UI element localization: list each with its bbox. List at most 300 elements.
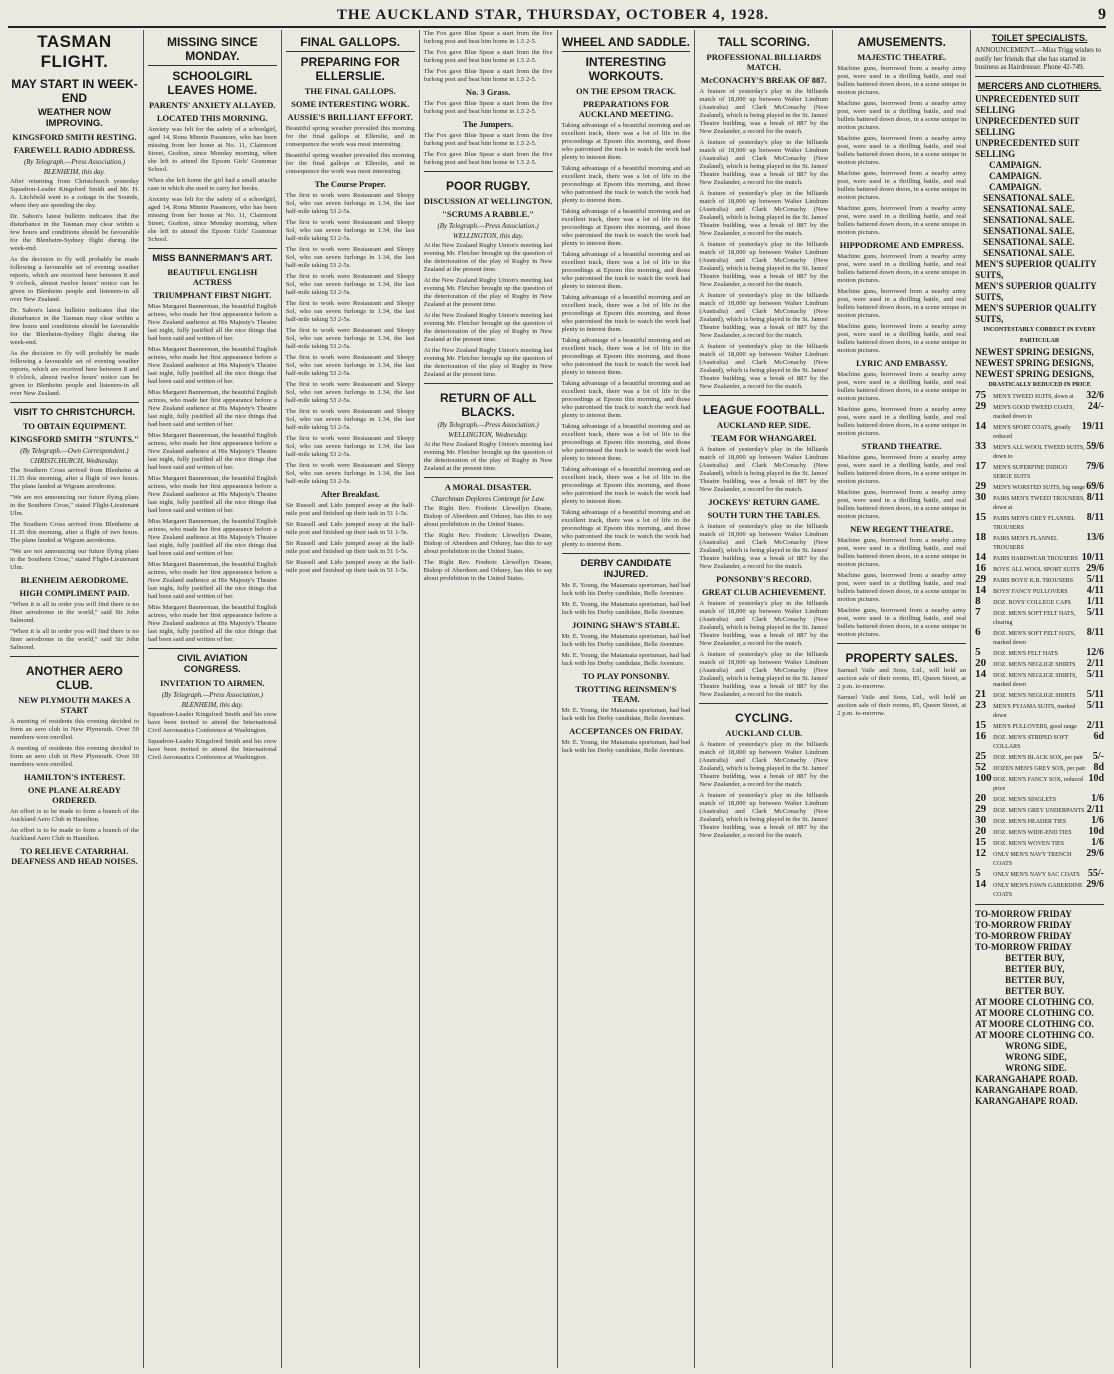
item-description: MEN'S PULLOVERS, good range: [993, 723, 1077, 730]
item-price: 24/-: [1087, 400, 1104, 412]
subheadline: No. 3 Grass.: [465, 87, 511, 97]
article-text: Machine guns, borrowed from a nearby army post, were used in a thrilling battle, and real bullets battered down doors, in a scene unique in motion pictures.: [837, 65, 967, 96]
subheadline: HIGH COMPLIMENT PAID.: [19, 588, 130, 598]
article-text: The first to work were Restaurant and Sleepy Sol, who ran seven furlongs in 1.34, the last half-mile taking 53 2-5s.: [285, 273, 415, 296]
article-text: An effort is to be made to form a branch of the Auckland Aero Club in Hamilton.: [10, 827, 139, 842]
article-text: Machine guns, borrowed from a nearby army post, were used in a thrilling battle, and real bullets battered down doors, in a scene unique in motion pictures.: [837, 537, 967, 568]
ad-block: TO-MORROW FRIDAY TO-MORROW FRIDAY TO-MORROW FRIDAY TO-MORROW FRIDAY BETTER BUY, BETTER BUY, BETTER BUY, BETTER BUY. AT MOORE CLOTHING CO. AT MOORE CLOTHING CO. AT MOORE CLOTHING CO. AT MOORE CLOTHING CO. WRONG SIDE, WRONG SIDE, WRONG SIDE. KARANGAHAPE ROAD. KARANGAHAPE ROAD. KARANGAHAPE ROAD.: [975, 908, 1094, 1106]
article-text: A feature of yesterday's play in the billiards match of 18,000 up between Walter Lindrum (Australia) and Clark McConachy (New Zealand), which is being played in the St. James' Theatre building, was a break of 887 by the New Zealander, a record for the match.: [699, 241, 829, 288]
item-price: 29/6: [1086, 847, 1104, 859]
subheadline: DISCUSSION AT WELLINGTON.: [423, 196, 553, 206]
subheadline: "SCRUMS A RABBLE.": [442, 209, 534, 219]
item-quantity: 12: [975, 846, 987, 859]
article-text: Machine guns, borrowed from a nearby army post, were used in a thrilling battle, and real bullets battered down doors, in a scene unique in motion pictures.: [837, 288, 967, 319]
article-text: Mr. E. Young, the Matamata sportsman, had bad luck with his Derby candidate, Belle Aventure.: [561, 739, 691, 754]
item-quantity: 29: [975, 479, 987, 492]
subheadline: PROFESSIONAL BILLIARDS MATCH.: [706, 52, 822, 72]
subheadline: AUCKLAND CLUB.: [725, 728, 803, 738]
item-quantity: 29: [975, 572, 987, 585]
item-quantity: 8: [975, 594, 981, 607]
price-row: [975, 388, 1104, 402]
column-5: [558, 30, 696, 1368]
article-text: The first to work were Restaurant and Sleepy Sol, who ran seven furlongs in 1.34, the last half-mile taking 53 2-5s.: [285, 462, 415, 485]
article-text: The first to work were Restaurant and Sleepy Sol, who ran seven furlongs in 1.34, the last half-mile taking 53 2-5s.: [285, 381, 415, 404]
item-quantity: 14: [975, 877, 987, 890]
article-text: The Right Rev. Frederic Llewellyn Deane, Bishop of Aberdeen and Orkney, has this to say about prohibition in the United States.: [423, 505, 553, 528]
article-text: The Fox gave Blue Spear a start from the five furlong post and beat him home in 1.5 2-5.: [423, 100, 553, 115]
subheadline: TO OBTAIN EQUIPMENT.: [22, 421, 127, 431]
item-price: 8/11: [1086, 511, 1104, 523]
subheadline: PREPARATIONS FOR AUCKLAND MEETING.: [578, 99, 674, 119]
item-description: DOZ. MEN'S WIDE-END TIES: [993, 829, 1072, 836]
article-text: Sir Russell and Lido jumped away at the half-mile post and finished up their task in 51 1-5s.: [285, 540, 415, 555]
article-text: A feature of yesterday's play in the billiards match of 18,000 up between Walter Lindrum (Australia) and Clark McConachy (New Zealand), which is being played in the St. James' Theatre building, was a break of 887 by the New Zealander, a record for the match.: [699, 741, 829, 788]
price-row: [975, 439, 1104, 462]
headline: RETURN OF ALL BLACKS.: [439, 391, 537, 419]
item-description: DOZ. MEN'S HEADER TIES: [993, 818, 1067, 825]
article-text: At the New Zealand Rugby Union's meeting last evening Mr. Fletcher brought up the question of the deterioration of the play of Rugby in New Zealand at the present time.: [423, 312, 553, 343]
price-row: [975, 550, 1104, 564]
article-text: A feature of yesterday's play in the billiards match of 18,000 up between Walter Lindrum (Australia) and Clark McConachy (New Zealand), which is being played in the St. James' Theatre building, was a break of 887 by the New Zealander, a record for the match.: [699, 651, 829, 698]
classified-ad: ANNOUNCEMENT.—Miss Trigg wishes to notify her friends that she has started in business as Hairdresser. Phone 42-749.: [975, 46, 1102, 71]
item-price: 10/11: [1081, 551, 1104, 563]
byline: (By Telegraph.—Press Association.): [437, 222, 539, 230]
item-description: MEN'S SUPERFINE INDIGO SERGE SUITS: [993, 464, 1068, 480]
column-6: [695, 30, 833, 1368]
item-quantity: 18: [975, 530, 987, 543]
subheadline: WEATHER NOW IMPROVING.: [37, 107, 112, 129]
article-text: The first to work were Restaurant and Sleepy Sol, who ran seven furlongs in 1.34, the last half-mile taking 53 2-5s.: [285, 219, 415, 242]
item-description: BOYS' FANCY PULLOVERS: [993, 588, 1068, 595]
price-row: [975, 490, 1104, 513]
columns: [6, 30, 1108, 1368]
byline: (By Telegraph.—Own Correspondent.): [20, 447, 129, 455]
article-text: Miss Margaret Bannerman, the beautiful English actress, who made her first appearance before a New Zealand audience at His Majesty's Theatre last night, fully justified all the nice things that had been said and written of her.: [147, 432, 277, 471]
article-text: The Fox gave Blue Spear a start from the five furlong post and beat him home in 1.5 2-5.: [423, 68, 553, 83]
item-price: 12/6: [1086, 646, 1104, 658]
article-text: Squadron-Leader Kingsford Smith and his crew have been invited to attend the International Civil Aeronautics Conference at Washington.: [147, 711, 277, 734]
article-text: Machine guns, borrowed from a nearby army post, were used in a thrilling battle, and real bullets battered down doors, in a scene unique in motion pictures.: [837, 205, 967, 236]
article-text: Machine guns, borrowed from a nearby army post, were used in a thrilling battle, and real bullets battered down doors, in a scene unique in motion pictures.: [837, 323, 967, 354]
item-price: 2/11: [1086, 657, 1104, 669]
headline: SCHOOLGIRL LEAVES HOME.: [148, 65, 277, 97]
price-row: [975, 718, 1104, 732]
price-row: [975, 760, 1104, 774]
article-text: When she left home the girl had a small attache case in which she used to carry her books.: [147, 177, 277, 192]
ad-block: UNPRECEDENTED SUIT SELLING UNPRECEDENTED SUIT SELLING UNPRECEDENTED SUIT SELLING CAMPAIGN. CAMPAIGN. CAMPAIGN. SENSATIONAL SALE. SENSATIONAL SALE. SENSATIONAL SALE. SENSATIONAL SALE. SENSATIONAL SALE. SENSATIONAL SALE. MEN'S SUPERIOR QUALITY SUITS, MEN'S SUPERIOR QUALITY SUITS, MEN'S SUPERIOR QUALITY SUITS, INCONTESTABLY CORRECT IN EVERY PARTICULAR NEWEST SPRING DESIGNS, NEWEST SPRING DESIGNS, NEWEST SPRING DESIGNS, DRASTICALLY REDUCED IN PRICE: [975, 93, 1097, 388]
item-price: 1/6: [1091, 836, 1104, 848]
price-row: [975, 605, 1104, 628]
item-quantity: 14: [975, 667, 987, 680]
article-text: Anxiety was felt for the safety of a schoolgirl, aged 14, Rona Minnie Passmore, who has been missing from her home at No. 11, Clairmont Street, Grafton, since Monday morning, when she left to attend the Epsom Girls' Grammar School.: [147, 126, 277, 173]
column-1: [6, 30, 144, 1368]
paper-title: THE AUCKLAND STAR, THURSDAY, OCTOBER 4, 1928.: [336, 6, 770, 23]
item-price: 4/11: [1086, 584, 1104, 596]
headline: DERBY CANDIDATE INJURED.: [580, 558, 672, 580]
headline: CIVIL AVIATION CONGRESS.: [177, 653, 248, 675]
article-text: Beautiful spring weather prevailed this morning for the final gallops at Ellerslie, and in consequence the work was most interesting.: [285, 152, 415, 175]
column-8-ads: [971, 30, 1108, 1368]
item-quantity: 20: [975, 791, 987, 804]
article-text: Machine guns, borrowed from a nearby army post, were used in a thrilling battle, and real bullets battered down doors, in a scene unique in motion pictures.: [837, 100, 967, 131]
article-text: As the decision to fly will probably be made following a favourable set of evening weather reports, which are received here between 8 and 9 o'clock, almost twelve hours' notice can be given to Blenheim people and listeners-in all over New Zealand.: [10, 256, 139, 303]
article-text: "When it is all in order you will find there is no finer aerodrome in the world," said Sir John Salmond.: [10, 601, 139, 624]
subheadline: ONE PLANE ALREADY ORDERED.: [27, 785, 121, 805]
article-text: An effort is to be made to form a branch of the Auckland Aero Club in Hamilton.: [10, 808, 139, 823]
article-text: Machine guns, borrowed from a nearby army post, were used in a thrilling battle, and real bullets battered down doors, in a scene unique in motion pictures.: [837, 406, 967, 437]
subheadline: HIPPODROME AND EMPRESS.: [839, 240, 964, 250]
price-row: [975, 625, 1104, 648]
item-description: DOZ. MEN'S FELT HATS: [993, 650, 1058, 657]
subheadline: McCONACHY'S BREAK OF 887.: [700, 75, 827, 85]
subheadline: SOUTH TURN THE TABLES.: [707, 510, 821, 520]
item-quantity: 75: [975, 388, 987, 401]
price-row: [975, 583, 1104, 597]
article-text: The first to work were Restaurant and Sleepy Sol, who ran seven furlongs in 1.34, the last half-mile taking 53 2-5s.: [285, 300, 415, 323]
item-description: DOZ. MEN'S NEGLIGE SHIRTS: [993, 692, 1076, 699]
subheadline: AUCKLAND REP. SIDE.: [716, 420, 811, 430]
subheadline: KINGSFORD SMITH RESTING.: [12, 132, 137, 142]
price-row: [975, 510, 1104, 533]
article-text: Machine guns, borrowed from a nearby army post, were used in a thrilling battle, and real bullets battered down doors, in a scene unique in motion pictures.: [837, 454, 967, 485]
subheadline: LYRIC AND EMBASSY.: [856, 358, 948, 368]
item-quantity: 15: [975, 835, 987, 848]
article-text: Mr. E. Young, the Matamata sportsman, had bad luck with his Derby candidate, Belle Aventure.: [561, 707, 691, 722]
subheadline: PARENTS' ANXIETY ALLAYED.: [149, 100, 276, 110]
article-text: Sir Russell and Lido jumped away at the half-mile post and finished up their task in 51 1-5s.: [285, 502, 415, 517]
price-row: [975, 866, 1104, 880]
item-price: 1/11: [1086, 595, 1104, 607]
article-text: Miss Margaret Bannerman, the beautiful English actress, who made her first appearance before a New Zealand audience at His Majesty's Theatre last night, fully justified all the nice things that had been said and written of her.: [147, 604, 277, 643]
item-description: PAIRS BOYS' K.B. TROUSERS: [993, 577, 1074, 584]
article-text: The first to work were Restaurant and Sleepy Sol, who ran seven furlongs in 1.34, the last half-mile taking 53 2-5s.: [285, 354, 415, 377]
article-text: Mr. E. Young, the Matamata sportsman, had bad luck with his Derby candidate, Belle Aventure.: [561, 582, 691, 597]
subheadline: STRAND THEATRE.: [861, 441, 942, 451]
masthead: [8, 4, 1106, 28]
article-text: Miss Margaret Bannerman, the beautiful English actress, who made her first appearance before a New Zealand audience at His Majesty's Theatre last night, fully justified all the nice things that had been said and written of her.: [147, 389, 277, 428]
item-price: 5/-: [1092, 750, 1104, 762]
item-description: PAIRS HARDWEAR TROUSERS: [993, 555, 1078, 562]
subheadline: TROTTING REINSMEN'S TEAM.: [575, 684, 677, 704]
article-text: A feature of yesterday's play in the billiards match of 18,000 up between Walter Lindrum (Australia) and Clark McConachy (New Zealand), which is being played in the St. James' Theatre building, was a break of 887 by the New Zealander, a record for the match.: [699, 523, 829, 570]
article-text: A feature of yesterday's play in the billiards match of 18,000 up between Walter Lindrum (Australia) and Clark McConachy (New Zealand), which is being played in the St. James' Theatre building, was a break of 887 by the New Zealander, a record for the match.: [699, 88, 829, 135]
subheadline: JOCKEYS' RETURN GAME.: [708, 497, 820, 507]
article-text: Taking advantage of a beautiful morning and an excellent track, there was a lot of life in the proceedings at Epsom this morning, and those who patronised the track to watch the work had plenty to interest them.: [561, 122, 691, 161]
article-text: The Southern Cross arrived from Blenheim at 11.35 this morning, after a flight of two hours. The plane landed at Wigram aerodrome.: [10, 521, 139, 544]
article-text: After returning from Christchurch yesterday Squadron-Leader Kingsford Smith and Mr. H. A. Litchfield went to a cottage in the Sounds, where they are spending the day.: [10, 178, 139, 209]
dateline: WELLINGTON, this day.: [452, 232, 524, 240]
dateline: BLENHEIM, this day.: [181, 701, 244, 709]
item-price: 19/11: [1081, 420, 1104, 432]
article-text: Samuel Vaile and Sons, Ltd., will hold an auction sale of their rooms, 85, Queen Street, at 2 p.m. to-morrow.: [837, 667, 967, 690]
item-quantity: 25: [975, 749, 987, 762]
price-row: [975, 459, 1104, 482]
price-row: [975, 791, 1104, 805]
item-description: MEN'S PYJAMA SUITS, marked down: [993, 703, 1076, 719]
article-text: At the New Zealand Rugby Union's meeting last evening Mr. Fletcher brought up the question of the deterioration of the play of Rugby in New Zealand at the present time.: [423, 441, 553, 472]
item-price: 59/6: [1086, 440, 1104, 452]
article-text: Dr. Sabon's latest bulletin indicates that the disturbance in the Tasman may clear within a few hours and conditions should be favourable for the Blenheim-Sydney flight during the week-end.: [10, 213, 139, 252]
column-3: [282, 30, 420, 1368]
item-quantity: 14: [975, 419, 987, 432]
subheadline: NEW PLYMOUTH MAKES A START: [18, 695, 131, 715]
item-quantity: 29: [975, 399, 987, 412]
price-row: [975, 656, 1104, 670]
item-price: 5/11: [1086, 699, 1104, 711]
subheadline: A MORAL DISASTER.: [444, 482, 532, 492]
article-text: A feature of yesterday's play in the billiards match of 18,000 up between Walter Lindrum (Australia) and Clark McConachy (New Zealand), which is being played in the St. James' Theatre building, was a break of 887 by the New Zealander, a record for the match.: [699, 139, 829, 186]
item-quantity: 100: [975, 771, 992, 784]
item-price: 79/6: [1086, 460, 1104, 472]
subheadline: TRIUMPHANT FIRST NIGHT.: [153, 290, 272, 300]
dateline: WELLINGTON, Wednesday.: [448, 431, 528, 439]
item-quantity: 29: [975, 802, 987, 815]
headline: MAY START IN WEEK-END: [11, 77, 138, 105]
headline: AMUSEMENTS.: [857, 35, 947, 49]
item-price: 6d: [1093, 730, 1104, 742]
item-price: 13/6: [1086, 531, 1104, 543]
price-row: [975, 594, 1104, 608]
headline: WHEEL AND SADDLE.: [561, 35, 690, 49]
article-text: The Fox gave Blue Spear a start from the five furlong post and beat him home in 1.5 2-5.: [423, 132, 553, 147]
byline: (By Telegraph.—Press Association.): [161, 691, 263, 699]
item-quantity: 21: [975, 687, 987, 700]
column-7: [833, 30, 971, 1368]
article-text: Machine guns, borrowed from a nearby army post, were used in a thrilling battle, and real bullets battered down doors, in a scene unique in motion pictures.: [837, 572, 967, 603]
price-row: [975, 667, 1104, 690]
subheadline: LOCATED THIS MORNING.: [156, 113, 268, 123]
item-description: ONLY MEN'S FAWN GABERDINE COATS: [993, 882, 1083, 898]
item-price: 10d: [1088, 825, 1104, 837]
headline: TASMAN FLIGHT.: [37, 32, 112, 71]
subheadline: Churchman Deplores Contempt for Law.: [431, 495, 545, 503]
subheadline: After Breakfast.: [320, 489, 380, 499]
article-text: Taking advantage of a beautiful morning and an excellent track, there was a lot of life in the proceedings at Epsom this morning, and those who patronised the track to watch the work had plenty to interest them.: [561, 294, 691, 333]
item-price: 5/11: [1086, 668, 1104, 680]
item-description: DOZ. MEN'S NEGLIGE SHIRTS: [993, 661, 1076, 668]
price-row: [975, 687, 1104, 701]
item-price: 8/11: [1086, 626, 1104, 638]
item-quantity: 6: [975, 625, 981, 638]
subheadline: The Jumpers.: [463, 119, 514, 129]
price-row: [975, 877, 1104, 900]
price-row: [975, 698, 1104, 721]
ad-heading: MERCERS AND CLOTHIERS.: [977, 80, 1102, 91]
article-text: At the New Zealand Rugby Union's meeting last evening Mr. Fletcher brought up the question of the deterioration of the play of Rugby in New Zealand at the present time.: [423, 347, 553, 378]
headline: PROPERTY SALES.: [845, 651, 958, 665]
item-price: 29/6: [1086, 562, 1104, 574]
article-text: Machine guns, borrowed from a nearby army post, were used in a thrilling battle, and real bullets battered down doors, in a scene unique in motion pictures.: [837, 170, 967, 201]
subheadline: BEAUTIFUL ENGLISH ACTRESS: [167, 267, 258, 287]
item-description: DOZ. MEN'S STRIPED SOFT COLLARS: [993, 734, 1069, 750]
item-price: 5/11: [1086, 606, 1104, 618]
item-quantity: 33: [975, 439, 987, 452]
item-description: DOZ. MEN'S SINGLETS: [993, 796, 1057, 803]
item-quantity: 14: [975, 550, 987, 563]
headline: TALL SCORING.: [717, 35, 810, 49]
article-text: Taking advantage of a beautiful morning and an excellent track, there was a lot of life in the proceedings at Epsom this morning, and those who patronised the track to watch the work had plenty to interest them.: [561, 165, 691, 204]
item-description: DOZ. MEN'S SOFT FELT HATS, clearing: [993, 610, 1076, 626]
price-row: [975, 645, 1104, 659]
article-text: At the New Zealand Rugby Union's meeting last evening Mr. Fletcher brought up the question of the deterioration of the play of Rugby in New Zealand at the present time.: [423, 242, 553, 273]
article-text: The Fox gave Blue Spear a start from the five furlong post and beat him home in 1.5 2-5.: [423, 151, 553, 166]
item-quantity: 30: [975, 813, 987, 826]
price-row: [975, 419, 1104, 442]
subheadline: INVITATION TO AIRMEN.: [160, 678, 265, 688]
item-quantity: 30: [975, 490, 987, 503]
subheadline: SOME INTERESTING WORK.: [291, 99, 410, 109]
article-text: The first to work were Restaurant and Sleepy Sol, who ran seven furlongs in 1.34, the last half-mile taking 53 2-5s.: [285, 246, 415, 269]
article-text: Miss Margaret Bannerman, the beautiful English actress, who made her first appearance before a New Zealand audience at His Majesty's Theatre last night, fully justified all the nice things that had been said and written of her.: [147, 475, 277, 514]
article-text: At the New Zealand Rugby Union's meeting last evening Mr. Fletcher brought up the question of the deterioration of the play of Rugby in New Zealand at the present time.: [423, 277, 553, 308]
item-price: 1/6: [1091, 792, 1104, 804]
subheadline: ACCEPTANCES ON FRIDAY.: [569, 726, 683, 736]
item-price: 1/6: [1091, 814, 1104, 826]
article-text: Miss Margaret Bannerman, the beautiful English actress, who made her first appearance before a New Zealand audience at His Majesty's Theatre last night, fully justified all the nice things that had been said and written of her.: [147, 518, 277, 557]
article-text: Sir Russell and Lido jumped away at the half-mile post and finished up their task in 51 1-5s.: [285, 559, 415, 574]
article-text: A feature of yesterday's play in the billiards match of 18,000 up between Walter Lindrum (Australia) and Clark McConachy (New Zealand), which is being played in the St. James' Theatre building, was a break of 887 by the New Zealander, a record for the match.: [699, 600, 829, 647]
subheadline: TO PLAY PONSONBY.: [582, 671, 670, 681]
item-quantity: 14: [975, 583, 987, 596]
price-row: [975, 835, 1104, 849]
item-description: ONLY MEN'S NAVY TRENCH COATS: [993, 851, 1072, 867]
item-description: DOZ. MEN'S SOFT FELT HATS, marked down: [993, 630, 1076, 646]
item-description: DOZ. MEN'S WOVEN TIES: [993, 840, 1064, 847]
article-text: Machine guns, borrowed from a nearby army post, were used in a thrilling battle, and real bullets battered down doors, in a scene unique in motion pictures.: [837, 489, 967, 520]
item-price: 5/11: [1086, 688, 1104, 700]
price-row: [975, 846, 1104, 869]
price-row: [975, 561, 1104, 575]
item-quantity: 5: [975, 866, 981, 879]
item-price: 69/6: [1086, 480, 1104, 492]
headline: MISSING SINCE MONDAY.: [166, 35, 258, 63]
subheadline: MAJESTIC THEATRE.: [857, 52, 947, 62]
page-number: 9: [1098, 6, 1106, 23]
article-text: "We are not announcing our future flying plans in the Southern Cross," stated Flight-Lieutenant Ulm.: [10, 494, 139, 517]
price-row: [975, 749, 1104, 763]
ad-heading: TOILET SPECIALISTS.: [991, 33, 1088, 43]
article-text: The first to work were Restaurant and Sleepy Sol, who ran seven furlongs in 1.34, the last half-mile taking 53 2-5s.: [285, 435, 415, 458]
article-text: The first to work were Restaurant and Sleepy Sol, who ran seven furlongs in 1.34, the last half-mile taking 53 2-5s.: [285, 192, 415, 215]
item-price: 2/11: [1086, 803, 1104, 815]
article-text: A meeting of residents this evening decided to form an aero club in New Plymouth. Over 50 members were enrolled.: [10, 745, 139, 768]
article-text: The Right Rev. Frederic Llewellyn Deane, Bishop of Aberdeen and Orkney, has this to say about prohibition in the United States.: [423, 532, 553, 555]
item-description: DOZ. MEN'S BLACK SOX, per pair: [993, 754, 1084, 761]
headline: VISIT TO CHRISTCHURCH.: [13, 407, 136, 418]
article-text: Taking advantage of a beautiful morning and an excellent track, there was a lot of life in the proceedings at Epsom this morning, and those who patronised the track to watch the work had plenty to interest them.: [561, 380, 691, 419]
article-text: Taking advantage of a beautiful morning and an excellent track, there was a lot of life in the proceedings at Epsom this morning, and those who patronised the track to watch the work had plenty to interest them.: [561, 466, 691, 505]
headline: PREPARING FOR ELLERSLIE.: [286, 51, 415, 83]
headline: LEAGUE FOOTBALL.: [702, 403, 825, 417]
subheadline: FAREWELL RADIO ADDRESS.: [13, 145, 136, 155]
column-2: [144, 30, 282, 1368]
item-description: DOZ. BOYS' COLLEGE CAPS: [993, 599, 1071, 606]
article-text: As the decision to fly will probably be made following a favourable set of evening weather reports, which are received here between 8 and 9 o'clock, almost twelve hours' notice can be given to Blenheim people and listeners-in all over New Zealand.: [10, 350, 139, 397]
price-row: [975, 399, 1104, 422]
article-text: Miss Margaret Bannerman, the beautiful English actress, who made her first appearance before a New Zealand audience at His Majesty's Theatre last night, fully justified all the nice things that had been said and written of her.: [147, 346, 277, 385]
item-description: MEN'S SPORT COATS, greatly reduced: [993, 424, 1071, 440]
item-description: MEN'S GOOD TWEED COATS, marked down to: [993, 404, 1075, 420]
article-text: Samuel Vaile and Sons, Ltd., will hold an auction sale of their rooms, 85, Queen Street, at 2 p.m. to-morrow.: [837, 694, 967, 717]
dateline: BLENHEIM, this day.: [43, 168, 106, 176]
article-text: Machine guns, borrowed from a nearby army post, were used in a thrilling battle, and real bullets battered down doors, in a scene unique in motion pictures.: [837, 607, 967, 638]
price-row: [975, 813, 1104, 827]
headline: CYCLING.: [735, 711, 793, 725]
subheadline: NEW REGENT THEATRE.: [850, 524, 954, 534]
item-description: PAIRS MEN'S GREY FLANNEL TROUSERS: [993, 515, 1076, 531]
item-description: DOZ. MEN'S NEGLIGE SHIRTS, marked down: [993, 672, 1078, 688]
item-quantity: 16: [975, 729, 987, 742]
subheadline: BLENHEIM AERODROME.: [20, 575, 129, 585]
item-description: ONLY MEN'S NAVY SAC COATS: [993, 871, 1080, 878]
subheadline: The Course Proper.: [314, 179, 386, 189]
article-text: The Fox gave Blue Spear a start from the five furlong post and beat him home in 1.5 2-5.: [423, 30, 553, 45]
item-quantity: 15: [975, 510, 987, 523]
item-quantity: 23: [975, 698, 987, 711]
headline: INTERESTING WORKOUTS.: [562, 51, 691, 83]
item-description: MEN'S WORSTED SUITS, big range: [993, 484, 1085, 491]
item-description: MEN'S TWEED SUITS, down at: [993, 393, 1074, 400]
item-quantity: 5: [975, 645, 981, 658]
price-row: [975, 530, 1104, 553]
item-price: 8d: [1093, 761, 1104, 773]
article-text: Machine guns, borrowed from a nearby army post, were used in a thrilling battle, and real bullets battered down doors, in a scene unique in motion pictures.: [837, 135, 967, 166]
item-quantity: 20: [975, 656, 987, 669]
article-text: Machine guns, borrowed from a nearby army post, were used in a thrilling battle, and real bullets battered down doors, in a scene unique in motion pictures.: [837, 371, 967, 402]
headline: ANOTHER AERO CLUB.: [25, 664, 123, 692]
article-text: Miss Margaret Bannerman, the beautiful English actress, who made her first appearance before a New Zealand audience at His Majesty's Theatre last night, fully justified all the nice things that had been said and written of her.: [147, 303, 277, 342]
item-price: 5/11: [1086, 573, 1104, 585]
subheadline: JOINING SHAW'S STABLE.: [572, 620, 680, 630]
article-text: Taking advantage of a beautiful morning and an excellent track, there was a lot of life in the proceedings at Epsom this morning, and those who patronised the track to watch the work had plenty to interest them.: [561, 251, 691, 290]
article-text: Mr. E. Young, the Matamata sportsman, had bad luck with his Derby candidate, Belle Aventure.: [561, 652, 691, 667]
article-text: The first to work were Restaurant and Sleepy Sol, who ran seven furlongs in 1.34, the last half-mile taking 53 2-5s.: [285, 408, 415, 431]
article-text: Taking advantage of a beautiful morning and an excellent track, there was a lot of life in the proceedings at Epsom this morning, and those who patronised the track to watch the work had plenty to interest them.: [561, 208, 691, 247]
subheadline: TEAM FOR WHANGAREI.: [711, 433, 817, 443]
price-list: [975, 388, 1104, 900]
article-text: Anxiety was felt for the safety of a schoolgirl, aged 14, Rona Minnie Passmore, who has been missing from her home at No. 11, Clairmont Street, Grafton, since Monday morning, when she left to attend the Epsom Girls' Grammar School.: [147, 196, 277, 243]
column-4: [420, 30, 558, 1368]
article-text: Mr. E. Young, the Matamata sportsman, had bad luck with his Derby candidate, Belle Aventure.: [561, 601, 691, 616]
article-text: Miss Margaret Bannerman, the beautiful English actress, who made her first appearance before a New Zealand audience at His Majesty's Theatre last night, fully justified all the nice things that had been said and written of her.: [147, 561, 277, 600]
price-row: [975, 824, 1104, 838]
article-text: Squadron-Leader Kingsford Smith and his crew have been invited to attend the International Civil Aeronautics Conference at Washington.: [147, 738, 277, 761]
item-quantity: 16: [975, 561, 987, 574]
article-text: Sir Russell and Lido jumped away at the half-mile post and finished up their task in 51 1-5s.: [285, 521, 415, 536]
item-price: 10d: [1088, 772, 1104, 784]
item-description: DOZ. MEN'S FANCY SOX, reduced price: [993, 776, 1083, 792]
item-price: 29/6: [1086, 878, 1104, 890]
subheadline: KINGSFORD SMITH "STUNTS.": [10, 434, 139, 444]
article-text: Taking advantage of a beautiful morning and an excellent track, there was a lot of life in the proceedings at Epsom this morning, and those who patronised the track to watch the work had plenty to interest them.: [561, 509, 691, 548]
article-text: A feature of yesterday's play in the billiards match of 18,000 up between Walter Lindrum (Australia) and Clark McConachy (New Zealand), which is being played in the St. James' Theatre building, was a break of 887 by the New Zealander, a record for the match.: [699, 792, 829, 839]
subheadline: ON THE EPSOM TRACK.: [576, 86, 676, 96]
item-price: 8/11: [1086, 491, 1104, 503]
item-quantity: 20: [975, 824, 987, 837]
headline: FINAL GALLOPS.: [300, 35, 401, 49]
article-text: The first to work were Restaurant and Sleepy Sol, who ran seven furlongs in 1.34, the last half-mile taking 53 2-5s.: [285, 327, 415, 350]
item-description: PAIRS MEN'S TWEED TROUSERS, down at: [993, 495, 1085, 511]
article-text: "We are not announcing our future flying plans in the Southern Cross," stated Flight-Lieutenant Ulm.: [10, 548, 139, 571]
article-text: A feature of yesterday's play in the billiards match of 18,000 up between Walter Lindrum (Australia) and Clark McConachy (New Zealand), which is being played in the St. James' Theatre building, was a break of 887 by the New Zealander, a record for the match.: [699, 190, 829, 237]
subheadline: PONSONBY'S RECORD.: [716, 574, 812, 584]
article-text: The Fox gave Blue Spear a start from the five furlong post and beat him home in 1.5 2-5.: [423, 49, 553, 64]
price-row: [975, 802, 1104, 816]
item-quantity: 7: [975, 605, 981, 618]
article-text: A feature of yesterday's play in the billiards match of 18,000 up between Walter Lindrum (Australia) and Clark McConachy (New Zealand), which is being played in the St. James' Theatre building, was a break of 887 by the New Zealander, a record for the match.: [699, 446, 829, 493]
article-text: The Right Rev. Frederic Llewellyn Deane, Bishop of Aberdeen and Orkney, has this to say about prohibition in the United States.: [423, 559, 553, 582]
subheadline: AUSSIE'S BRILLIANT EFFORT.: [287, 112, 413, 122]
